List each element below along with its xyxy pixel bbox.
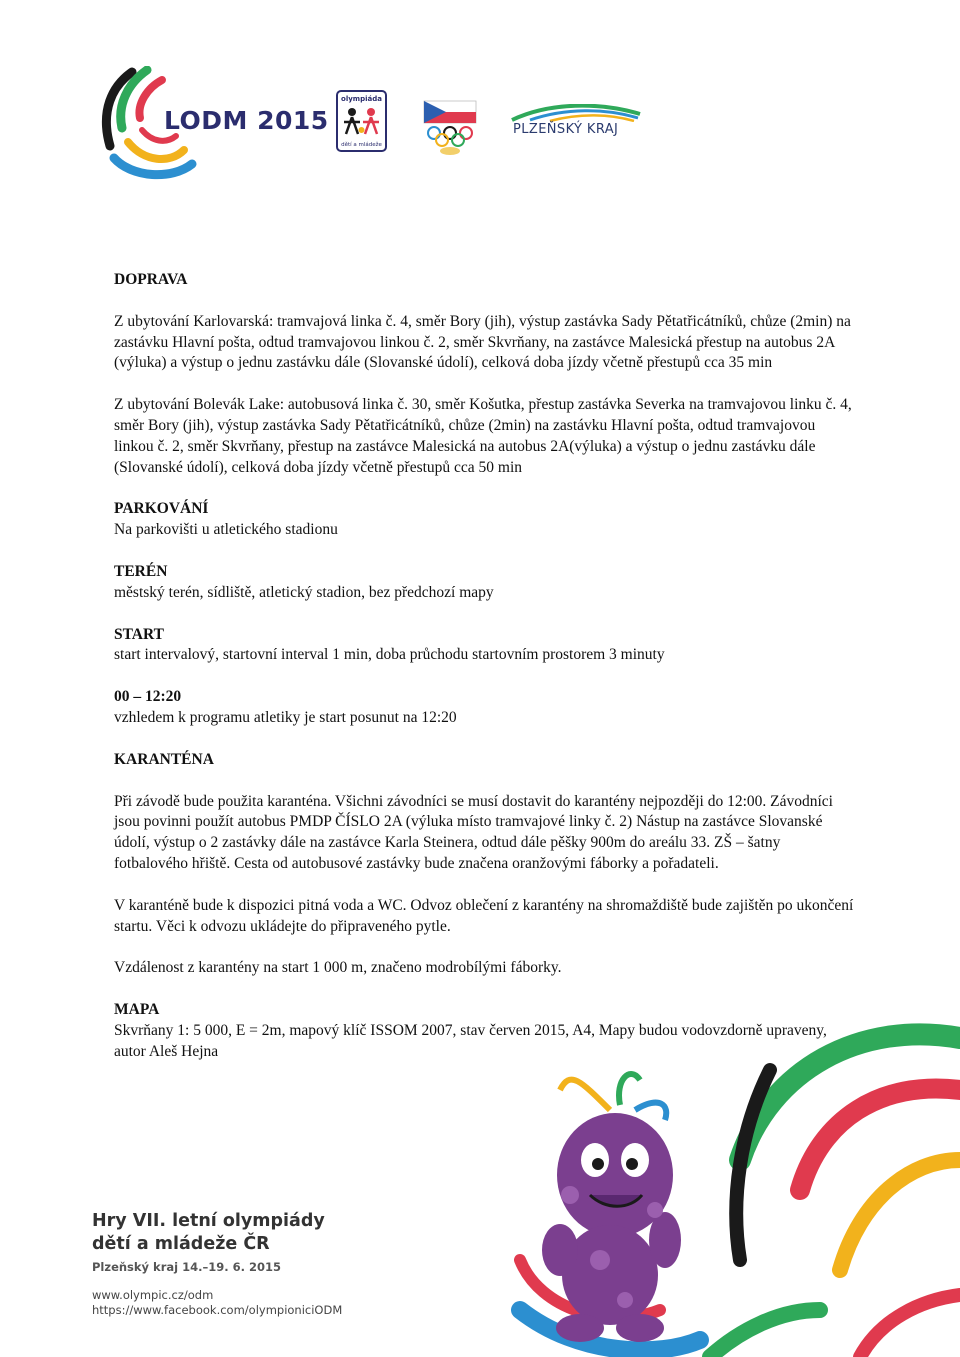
karantena-paragraph-2: V karanténě bude k dispozici pitná voda a WC. Odvoz oblečení z karantény na shromaždiště bude zajištěn po ukončení startu. Věci k odvozu ukládejte do připraveného pytle. bbox=[114, 896, 854, 935]
odm-logo-top-text: olympiáda bbox=[341, 95, 382, 103]
lodm-2015-logo bbox=[92, 66, 329, 184]
document-body bbox=[114, 270, 854, 1063]
parkovani-text: Na parkovišti u atletického stadionu bbox=[114, 521, 338, 539]
mapa-text: Skvrňany 1: 5 000, E = 2m, mapový klíč ISSOM 2007, stav červen 2015, A4, Mapy budou vodovzdorně upraveny, autor Aleš Hejna bbox=[114, 1021, 827, 1060]
footer-url-odm[interactable]: www.olympic.cz/odm bbox=[92, 1288, 214, 1302]
olympiada-deti-logo bbox=[336, 90, 387, 152]
footer-url-facebook[interactable]: https://www.facebook.com/olympionici​ODM bbox=[92, 1303, 343, 1317]
plzensky-kraj-logo bbox=[510, 104, 642, 144]
mascot-illustration bbox=[440, 1010, 960, 1357]
olympic-rings-flag-icon bbox=[420, 95, 480, 157]
section-title-cas: 00 – 12:20 bbox=[114, 688, 182, 706]
doprava-paragraph-2: Z ubytování Bolevák Lake: autobusová linka č. 30, směr Košutka, přestup zastávka Severka na tramvajovou linku č. 4, směr Bory (jih), výstup zastávka Sady Pětatřicátníků, chůze (2min) na zastávku Hlavní pošta, odtud tramvajovou linkou č. 2, směr Skvrňany, přestup na zastávce Malesická na autobus 2A(výluka) a výstup o jednu zastávku dále (Slovanské údolí), celková doba jízdy včetně přestupů cca 50 min bbox=[114, 396, 852, 476]
karantena-paragraph-1: Při závodě bude použita karanténa. Všichni závodníci se musí dostavit do karantény nejpozději do 12:00. Závodníci jsou povinni použít autobus PMDP ČÍSLO 2A (výluka místo tramvajové linky č. 2) Nástup na zastávce Slovanské údolí, výstup o 2 zastávky dále na zastávce Karla Steinera, odtud dále pěšky 900m do areálu 33. ZŠ – šatny fotbalového hřiště. Cesta od autobusové zastávky bude značena oranžovými fáborky a pořadateli. bbox=[114, 792, 833, 872]
start-text: start intervalový, startovní interval 1 min, doba průchodu startovním prostorem 3 minuty bbox=[114, 646, 665, 664]
footer-title-line-1: Hry VII. letní olympiády bbox=[92, 1211, 325, 1231]
cas-text: vzhledem k programu atletiky je start posunut na 12:20 bbox=[114, 708, 457, 726]
footer-date-line: Plzeňský kraj 14.–19. 6. 2015 bbox=[92, 1260, 281, 1274]
section-title-karantena: KARANTÉNA bbox=[114, 750, 214, 768]
plzensky-kraj-arc-icon bbox=[510, 104, 642, 122]
section-title-teren: TERÉN bbox=[114, 562, 168, 580]
teren-text: městský terén, sídliště, atletický stadion, bez předchozí mapy bbox=[114, 583, 494, 601]
footer bbox=[92, 1210, 342, 1318]
section-title-parkovani: PARKOVÁNÍ bbox=[114, 500, 209, 518]
olympiada-badge-icon bbox=[336, 90, 387, 152]
odm-logo-bottom-text: dětí a mládeže bbox=[341, 142, 382, 148]
karantena-paragraph-3: Vzdálenost z karantény na start 1 000 m, značeno modrobílými fáborky. bbox=[114, 959, 562, 977]
section-title-doprava: DOPRAVA bbox=[114, 271, 188, 288]
czech-olympic-committee-logo bbox=[420, 95, 480, 157]
doprava-paragraph-1: Z ubytování Karlovarská: tramvajová linka č. 4, směr Bory (jih), výstup zastávka Sady Pětatřicátníků, chůze (2min) na zastávku Hlavní pošta, odtud tramvajovou linkou č. 2, směr Skvrňany, na zastávce Malesická přestup na autobus 2A (výluka) a výstup o jednu zastávku dále (Slovanské údolí), celková doba jízdy včetně přestupů cca 35 min bbox=[114, 312, 851, 372]
plzensky-kraj-text: PLZEŇSKÝ KRAJ bbox=[513, 122, 619, 137]
lodm-logo-text: LODM 2015 bbox=[164, 106, 329, 135]
section-title-start: START bbox=[114, 625, 164, 643]
section-title-mapa: MAPA bbox=[114, 1001, 160, 1019]
footer-title-line-2: dětí a mládeže ČR bbox=[92, 1234, 270, 1254]
